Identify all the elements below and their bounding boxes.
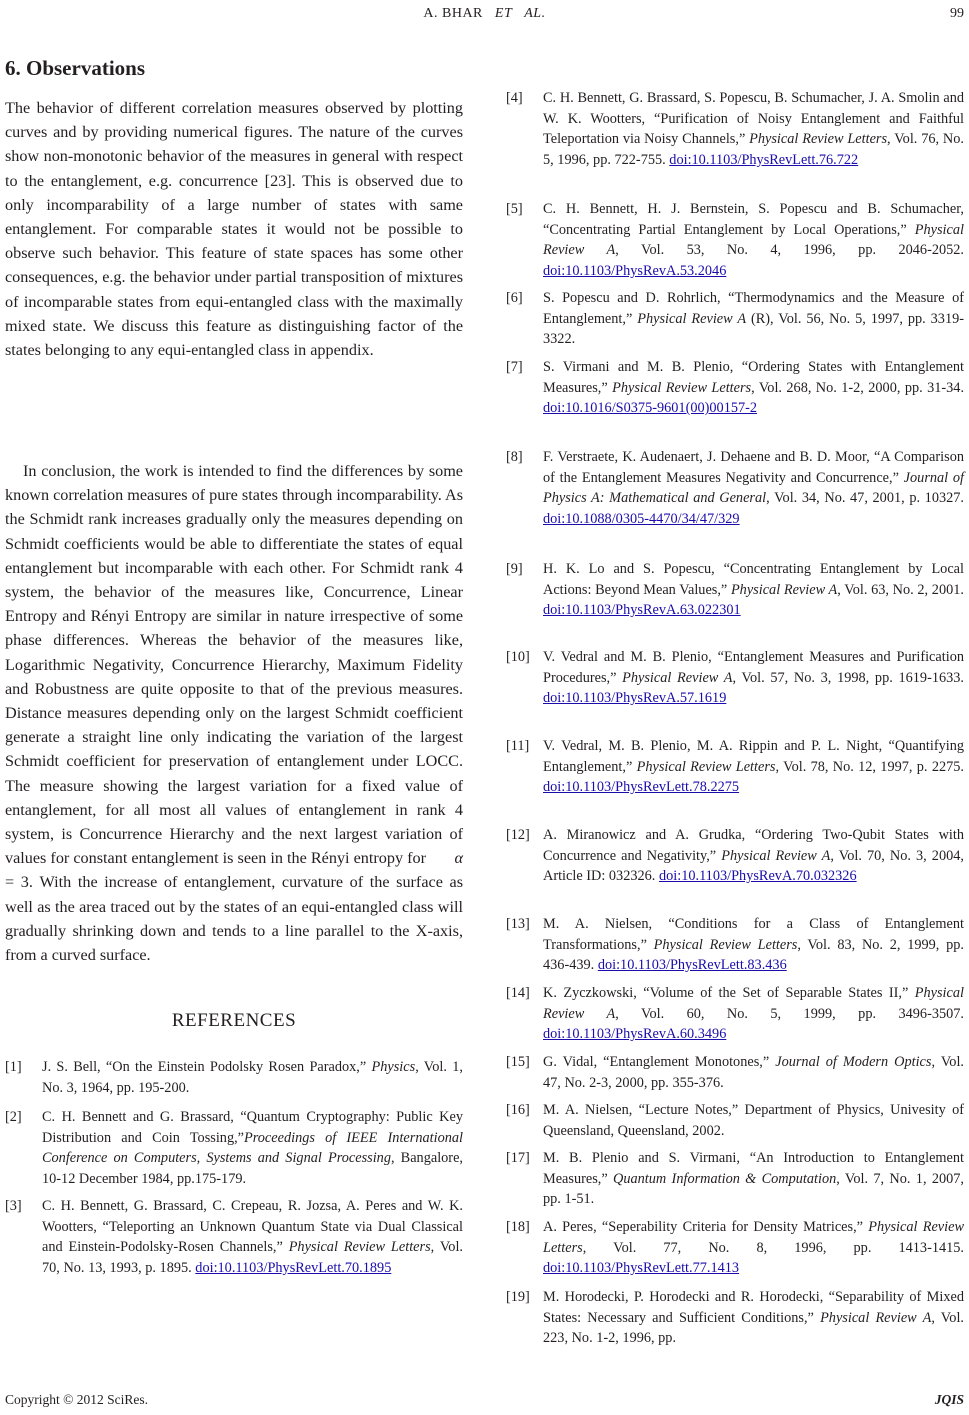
reference-number: [17] — [506, 1150, 530, 1166]
reference-doi-link[interactable]: doi:10.1103/PhysRevA.63.022301 — [543, 602, 741, 619]
reference-text — [543, 825, 964, 887]
reference-journal: Physical Review Letters — [288, 1239, 431, 1256]
reference-journal: Quantum Information & Computation — [613, 1170, 837, 1187]
reference-details: (R), Vol. 56, No. 5, 1997, pp. 3319-3322. — [543, 310, 964, 348]
reference-item — [5, 1107, 463, 1189]
reference-item — [5, 1196, 463, 1278]
reference-number: [10] — [506, 649, 530, 665]
reference-text — [543, 914, 964, 976]
reference-item — [506, 559, 964, 621]
reference-journal: Physical Review Letters — [612, 379, 752, 396]
running-title-authors: A. BHAR — [423, 6, 483, 21]
reference-details: , Vol. 7, No. 1, 2007, pp. 1-51. — [543, 1170, 964, 1208]
reference-journal: Physical Review A — [730, 581, 838, 598]
reference-details: , Vol. 34, No. 47, 2001, p. 10327. — [766, 490, 964, 507]
reference-text — [543, 88, 964, 170]
reference-journal: Physical Review A — [543, 985, 964, 1022]
reference-item — [506, 357, 964, 419]
reference-authors-title: K. Zyczkowski, “Volume of the Set of Separable States II,” — [543, 985, 915, 1001]
reference-item — [506, 1148, 964, 1210]
reference-authors-title: C. H. Bennett, G. Brassard, C. Crepeau, R. Jozsa, A. Peres and W. K. Wootters, “Teleporting an Unknown Quantum State via Dual Classical and Einstein-Podolsky-Rosen Channels,” — [42, 1198, 463, 1256]
reference-journal: Physical Review A — [820, 1309, 932, 1326]
reference-authors-title: M. A. Nielsen, “Conditions for a Class of Entanglement Transformations,” — [543, 916, 964, 953]
reference-authors-title: A. Peres, “Seperability Criteria for Density Matrices,” — [543, 1219, 869, 1235]
footer-journal: JQIS — [934, 1392, 964, 1407]
reference-item — [506, 88, 964, 170]
paragraph-2-part-b: . With the increase of entanglement, curvature of the surface as well as the area traced out by the states of an equi-entangled class will gradually shrinking down and tends to a line parallel to the X-axis, from a curved surface. — [5, 873, 463, 965]
reference-number: [7] — [506, 359, 523, 375]
reference-item — [506, 1287, 964, 1349]
reference-doi-link[interactable]: doi:10.1088/0305-4470/34/47/329 — [543, 510, 740, 527]
reference-item — [506, 1100, 964, 1141]
reference-authors-title: M. A. Nielsen, “Lecture Notes,” Department of Physics, Univesity of Queensland, Queensland, 2002. — [543, 1102, 964, 1139]
reference-number: [1] — [5, 1059, 22, 1075]
reference-text — [543, 447, 964, 529]
reference-number: [18] — [506, 1219, 530, 1235]
reference-details: , Vol. 63, No. 2, 2001. — [837, 581, 964, 598]
reference-journal: Physics — [371, 1059, 416, 1075]
reference-item — [506, 736, 964, 798]
reference-text — [543, 1100, 964, 1141]
reference-details: , Vol. 53, No. 4, 1996, pp. 2046-2052. — [615, 242, 965, 259]
reference-journal: Physical Review Letters — [543, 1219, 964, 1256]
reference-authors-title: V. Vedral and M. B. Plenio, “Entanglement Measures and Purification Procedures,” — [543, 649, 964, 686]
reference-journal: Physical Review Letters — [653, 936, 798, 953]
reference-doi-link[interactable]: doi:10.1103/PhysRevLett.83.436 — [597, 957, 787, 974]
reference-journal: Physical Review Letters — [636, 758, 776, 775]
reference-text — [543, 357, 964, 419]
reference-details: , Vol. 77, No. 8, 1996, pp. 1413-1415. — [582, 1239, 964, 1256]
reference-item — [506, 647, 964, 709]
reference-details: , Vol. 1, No. 3, 1964, pp. 195-200. — [42, 1059, 463, 1096]
reference-details: , Vol. 57, No. 3, 1998, pp. 1619-1633. — [732, 669, 965, 686]
reference-number: [9] — [506, 561, 523, 577]
reference-details: , Vol. 47, No. 2-3, 2000, pp. 355-376. — [543, 1054, 964, 1091]
reference-item — [506, 983, 964, 1045]
reference-details: , Vol. 70, No. 13, 1993, p. 1895. — [42, 1239, 464, 1276]
reference-details: , Vol. 223, No. 1-2, 1996, pp. — [543, 1309, 964, 1347]
reference-number: [14] — [506, 985, 530, 1001]
reference-number: [11] — [506, 738, 530, 754]
reference-details: , Vol. 268, No. 1-2, 2000, pp. 31-34. — [751, 379, 965, 396]
reference-text — [42, 1196, 463, 1278]
reference-journal: Physical Review A — [721, 847, 831, 864]
reference-details: , Bangalore, 10-12 December 1984, pp.175-179. — [42, 1150, 463, 1187]
reference-authors-title: M. B. Plenio and S. Virmani, “An Introduction to Entanglement Measures,” — [543, 1150, 964, 1187]
reference-details: , Vol. 70, No. 3, 2004, Article ID: 032326. — [543, 847, 964, 885]
reference-number: [15] — [506, 1054, 530, 1070]
reference-authors-title: S. Popescu and D. Rohrlich, “Thermodynamics and the Measure of Entanglement,” — [543, 290, 964, 327]
reference-doi-link[interactable]: doi:10.1103/PhysRevA.57.1619 — [543, 690, 727, 707]
reference-journal: Proceedings of IEEE International Conference on Computers, Systems and Signal Processing — [42, 1129, 463, 1167]
paragraph-2-part-a: In conclusion, the work is intended to find the differences by some known correlation measures of pure states through incomparability. As the Schmidt rank increases gradually only the measures depending on Schmidt coefficients would be able to differentiate the states of equal entanglement but incomparable with each other. For Schmidt rank 4 system, the behavior of the measures like, Concurrence, Linear Entropy and Rényi Entropy are similar in nature irrespective of some phase differences. Whereas the behavior of the measures like, Logarithmic Negativity, Concurrence Hierarchy, Maximum Fidelity and Robustness are quite opposite to that of the previous measures. Distance measures depending only on the largest Schmidt coefficient generate a straight line only indicating the variation of the largest Schmidt coefficient for preservation of entanglement under LOCC. The measure showing the largest variation for a fixed value of entanglement, for all most all values of entanglement in rank 4 system, is Concurrence Hierarchy and the next largest variation of values for constant entanglement is seen in the Rényi entropy for — [5, 462, 463, 868]
reference-item — [506, 288, 964, 350]
reference-authors-title: C. H. Bennett and G. Brassard, “Quantum Cryptography: Public Key Distribution and Coin Tossing,” — [42, 1109, 463, 1146]
reference-text — [42, 1057, 463, 1098]
reference-details: , Vol. 83, No. 2, 1999, pp. 436-439. — [543, 936, 964, 974]
reference-number: [2] — [5, 1109, 22, 1125]
footer-copyright: Copyright © 2012 SciRes. — [5, 1392, 149, 1407]
reference-text — [543, 1148, 964, 1210]
reference-text — [543, 1052, 964, 1093]
reference-details: , Vol. 78, No. 12, 1997, p. 2275. — [775, 758, 964, 775]
reference-authors-title: C. H. Bennett, H. J. Bernstein, S. Popescu and B. Schumacher, “Concentrating Partial Entanglement by Local Operations,” — [543, 201, 964, 238]
reference-authors-title: C. H. Bennett, G. Brassard, S. Popescu, B. Schumacher, J. A. Smolin and W. K. Wootters, “Purification of Noisy Entanglement and Faithful Teleportation via Noisy Channels,” — [543, 90, 964, 148]
reference-text — [543, 983, 964, 1045]
reference-journal: Physical Review A — [622, 669, 733, 686]
reference-authors-title: M. Horodecki, P. Horodecki and R. Horodecki, “Separability of Mixed States: Necessary and Sufficient Conditions,” — [543, 1289, 964, 1326]
reference-text — [543, 647, 964, 709]
running-title-et: ET — [494, 6, 513, 21]
reference-authors-title: F. Verstraete, K. Audenaert, J. Dehaene and B. D. Moor, “A Comparison of the Entanglement Measures Negativity and Concurrence,” — [543, 449, 964, 486]
reference-number: [6] — [506, 290, 523, 306]
reference-text — [543, 1287, 964, 1349]
reference-number: [16] — [506, 1102, 530, 1118]
reference-journal: Journal of Modern Optics — [775, 1054, 932, 1070]
reference-doi-link[interactable]: doi:10.1103/PhysRevA.60.3496 — [543, 1026, 727, 1043]
reference-text — [42, 1107, 463, 1189]
reference-text — [543, 559, 964, 621]
reference-number: [5] — [506, 201, 523, 217]
reference-doi-link[interactable]: doi:10.1103/PhysRevLett.77.1413 — [543, 1260, 740, 1277]
reference-text — [543, 1217, 964, 1279]
reference-item — [506, 825, 964, 887]
references-heading: REFERENCES — [171, 1010, 297, 1031]
reference-authors-title: V. Vedral, M. B. Plenio, M. A. Rippin and P. L. Night, “Quantifying Entanglement,” — [543, 738, 964, 775]
reference-item — [506, 199, 964, 281]
reference-number: [19] — [506, 1289, 530, 1305]
reference-item — [5, 1057, 463, 1098]
reference-doi-link[interactable]: doi:10.1103/PhysRevLett.78.2275 — [543, 779, 740, 796]
reference-authors-title: S. Virmani and M. B. Plenio, “Ordering States with Entanglement Measures,” — [543, 359, 964, 396]
page-number: 99 — [950, 6, 964, 21]
running-header — [0, 6, 969, 22]
reference-number: [4] — [506, 90, 523, 106]
reference-text — [543, 736, 964, 798]
reference-details: , Vol. 76, No. 5, 1996, pp. 722-755. — [543, 131, 964, 168]
reference-item — [506, 447, 964, 529]
observations-paragraph-2 — [5, 459, 463, 967]
reference-journal: Physical Review A — [637, 310, 747, 327]
reference-journal: Physical Review A — [543, 221, 964, 259]
reference-doi-link[interactable]: doi:10.1016/S0375-9601(00)00157-2 — [543, 400, 758, 417]
alpha-value: = 3 — [5, 873, 29, 892]
reference-authors-title: A. Miranowicz and A. Grudka, “Ordering Two-Qubit States with Concurrence and Negativity,” — [543, 827, 964, 864]
alpha-symbol: α — [454, 849, 463, 868]
running-title-al: AL. — [524, 6, 546, 21]
reference-details: , Vol. 60, No. 5, 1999, pp. 3496-3507. — [615, 1005, 965, 1022]
reference-number: [3] — [5, 1198, 22, 1214]
observations-paragraph-1: The behavior of different correlation measures observed by plotting curves and by providing numerical figures. The nature of the curves show non-monotonic behavior of the measures in general with respect to the entanglement, e.g. concurrence [23]. This is observed due to only incomparability of a large number of states with same entanglement. For comparable states it would not be possible to observe such behavior. This feature of state spaces has some other consequences, e.g. the behavior under partial transposition of mixtures of incomparable states from equi-entangled class with the maximally mixed state. We discuss this feature as distinguishing factor of the states belonging to any equi-entangled class in appendix. — [5, 99, 463, 360]
reference-text — [543, 288, 964, 350]
reference-text — [543, 199, 964, 281]
reference-number: [12] — [506, 827, 530, 843]
reference-journal: Physical Review Letters — [749, 131, 888, 148]
reference-item — [506, 914, 964, 976]
reference-item — [506, 1217, 964, 1279]
reference-doi-link[interactable]: doi:10.1103/PhysRevA.70.032326 — [658, 868, 857, 885]
reference-number: [8] — [506, 449, 523, 465]
reference-number: [13] — [506, 916, 530, 932]
reference-authors-title: J. S. Bell, “On the Einstein Podolsky Rosen Paradox,” — [42, 1059, 372, 1075]
reference-item — [506, 1052, 964, 1093]
reference-doi-link[interactable]: doi:10.1103/PhysRevLett.70.1895 — [195, 1259, 392, 1276]
reference-authors-title: G. Vidal, “Entanglement Monotones,” — [543, 1054, 776, 1070]
reference-journal: Journal of Physics A: Mathematical and General — [543, 469, 965, 507]
section-title: 6. Observations — [5, 56, 146, 80]
reference-authors-title: H. K. Lo and S. Popescu, “Concentrating Entanglement by Local Actions: Beyond Mean Values,” — [543, 561, 964, 598]
reference-doi-link[interactable]: doi:10.1103/PhysRevLett.76.722 — [669, 151, 859, 168]
reference-doi-link[interactable]: doi:10.1103/PhysRevA.53.2046 — [543, 262, 727, 279]
